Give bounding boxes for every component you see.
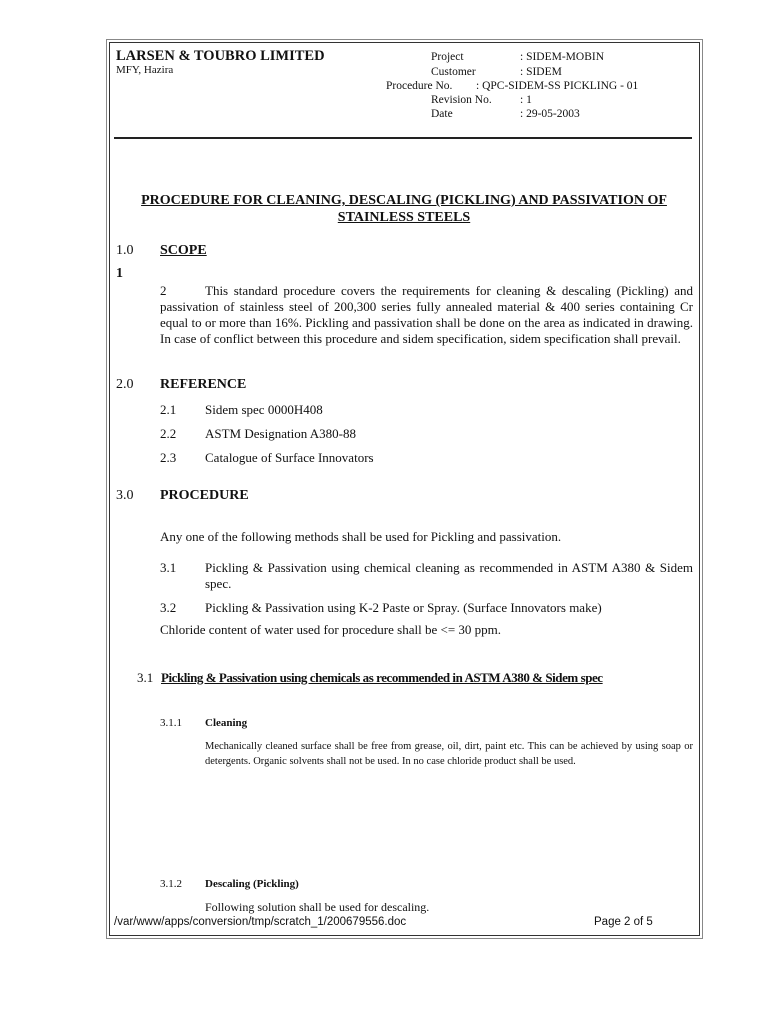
scope-heading: SCOPE	[160, 243, 207, 258]
company-name: LARSEN & TOUBRO LIMITED	[116, 48, 325, 64]
procedure-no-value: : QPC-SIDEM-SS PICKLING - 01	[476, 80, 639, 92]
procedure-intro: Any one of the following methods shall be used for Pickling and passivation.	[160, 529, 562, 544]
procedure-no-label: Procedure No.	[386, 80, 453, 92]
footer-file-path: /var/www/apps/conversion/tmp/scratch_1/200679556.doc	[114, 916, 407, 928]
revision-label: Revision No.	[431, 94, 492, 106]
reference-item-number: 2.2	[160, 426, 177, 441]
cleaning-heading: Cleaning	[205, 717, 248, 729]
company-location: MFY, Hazira	[116, 64, 174, 76]
descaling-heading: Descaling (Pickling)	[205, 878, 299, 890]
scope-para-number: 2	[160, 283, 167, 298]
project-value: : SIDEM-MOBIN	[520, 51, 605, 63]
date-value: : 29-05-2003	[520, 108, 580, 120]
cleaning-number: 3.1.1	[160, 717, 182, 729]
customer-label: Customer	[431, 66, 476, 78]
reference-number: 2.0	[116, 377, 134, 392]
section-31-number: 3.1	[137, 670, 154, 685]
descaling-text: Following solution shall be used for descaling.	[205, 900, 430, 914]
procedure-item-text: Pickling & Passivation using chemical cleaning as recommended in ASTM A380 & Sidem spec.	[205, 560, 693, 591]
project-label: Project	[431, 51, 464, 63]
revision-value: : 1	[520, 94, 532, 106]
customer-value: : SIDEM	[520, 66, 562, 78]
scope-number: 1.0	[116, 243, 134, 258]
scope-stray-mark: 1	[116, 266, 123, 281]
cleaning-text: Mechanically cleaned surface shall be free from grease, oil, dirt, paint etc. This can be achieved by using soap or detergents. Organic solvents shall not be used. In no case chloride product shall be used.	[205, 741, 693, 767]
date-label: Date	[431, 108, 453, 120]
procedure-item-number: 3.1	[160, 560, 177, 575]
procedure-number: 3.0	[116, 488, 134, 503]
reference-item-number: 2.1	[160, 402, 177, 417]
footer-page-number: Page 2 of 5	[594, 916, 653, 928]
procedure-item-number: 3.2	[160, 600, 177, 615]
reference-heading: REFERENCE	[160, 377, 247, 392]
scope-text: This standard procedure covers the requirements for cleaning & descaling (Pickling) and passivation of stainless steel of 200,300 series fully annealed material & 400 series containing Cr equal to or more than 16%. Pickling and passivation shall be done on the area as indicated in drawing. In case of conflict between this procedure and sidem specification, sidem specification shall prevail.	[160, 283, 693, 346]
reference-item-text: Sidem spec 0000H408	[205, 402, 323, 417]
header-divider	[114, 137, 692, 139]
descaling-number: 3.1.2	[160, 878, 182, 890]
procedure-note: Chloride content of water used for procedure shall be <= 30 ppm.	[160, 622, 502, 637]
procedure-item-text: Pickling & Passivation using K-2 Paste or Spray. (Surface Innovators make)	[205, 600, 602, 615]
reference-item-number: 2.3	[160, 450, 177, 465]
reference-item-text: ASTM Designation A380-88	[205, 426, 356, 441]
reference-item-text: Catalogue of Surface Innovators	[205, 450, 374, 465]
procedure-heading: PROCEDURE	[160, 488, 249, 503]
document-title: PROCEDURE FOR CLEANING, DESCALING (PICKLING) AND PASSIVATION OF STAINLESS STEELS	[141, 193, 667, 225]
section-31-heading: Pickling & Passivation using chemicals as recommended in ASTM A380 & Sidem spec	[161, 670, 603, 685]
